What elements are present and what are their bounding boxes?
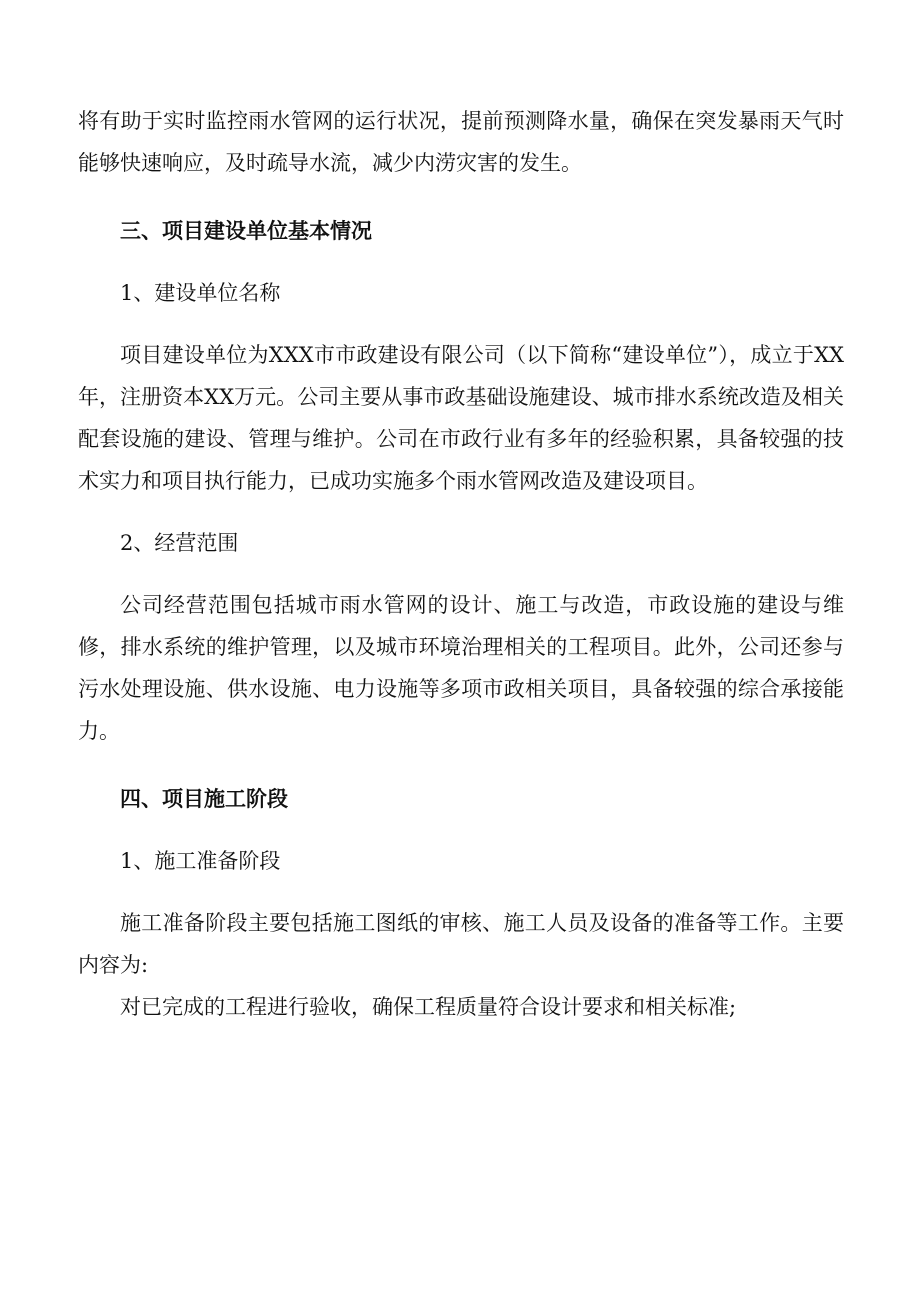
spacer	[78, 882, 844, 902]
section4-sub1-paragraph: 施工准备阶段主要包括施工图纸的审核、施工人员及设备的准备等工作。主要内容为:	[78, 911, 844, 977]
document-page	[78, 100, 844, 1028]
spacer	[78, 502, 844, 522]
intro-continuation-paragraph: 将有助于实时监控雨水管网的运行状况，提前预测降水量，确保在突发暴雨天气时能够快速响应，及时疏导水流，减少内涝灾害的发生。	[78, 109, 844, 175]
section4-sub1-item1: 对已完成的工程进行验收，确保工程质量符合设计要求和相关标准;	[120, 995, 737, 1019]
spacer	[78, 820, 844, 840]
spacer	[78, 314, 844, 334]
section3-sub2-paragraph: 公司经营范围包括城市雨水管网的设计、施工与改造，市政设施的建设与维修，排水系统的维护管理，以及城市环境治理相关的工程项目。此外，公司还参与污水处理设施、供水设施、电力设施等多项市政相关项目，具备较强的综合承接能力。	[78, 593, 844, 743]
section4-sub1-heading: 1、施工准备阶段	[120, 849, 281, 873]
spacer	[78, 184, 844, 210]
section3-sub2-heading: 2、经营范围	[120, 531, 239, 555]
section3-sub1-heading: 1、建设单位名称	[120, 281, 281, 305]
section3-heading: 三、项目建设单位基本情况	[120, 218, 372, 243]
section3-sub1-paragraph: 项目建设单位为XXX市市政建设有限公司（以下简称“建设单位”），成立于XX年，注册资本XX万元。公司主要从事市政基础设施建设、城市排水系统改造及相关配套设施的建设、管理与维护。公司在市政行业有多年的经验积累，具备较强的技术实力和项目执行能力，已成功实施多个雨水管网改造及建设项目。	[78, 343, 844, 493]
spacer	[78, 564, 844, 584]
spacer	[78, 752, 844, 778]
section4-heading: 四、项目施工阶段	[120, 786, 288, 811]
spacer	[78, 252, 844, 272]
